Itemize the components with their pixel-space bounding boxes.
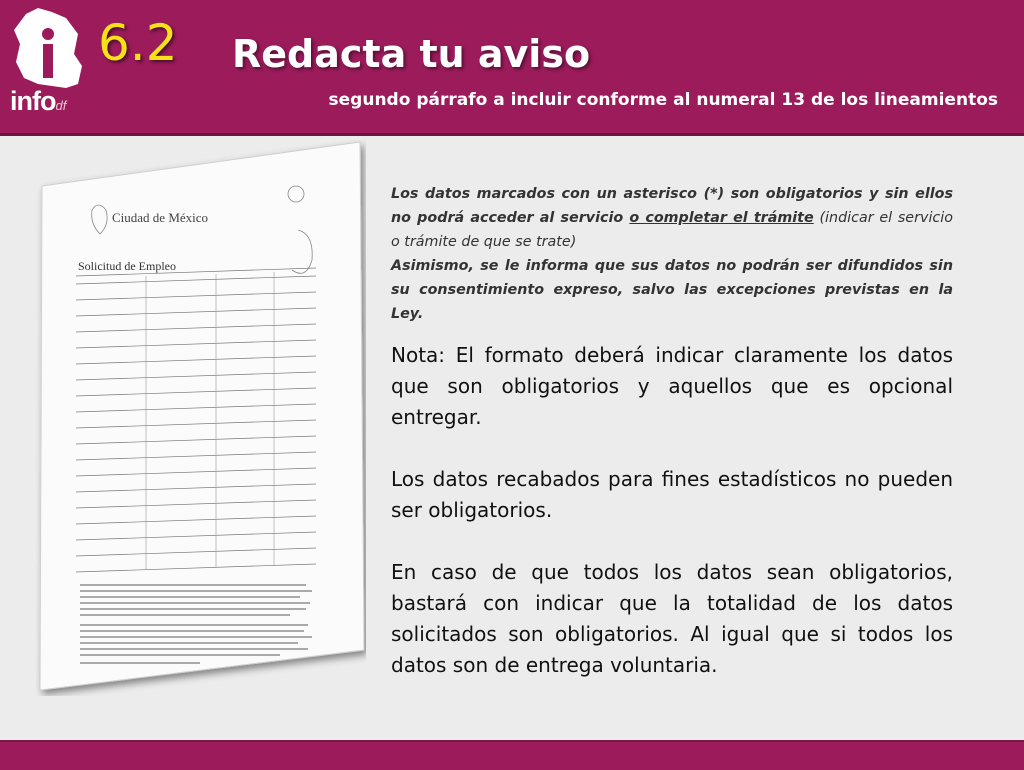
note-paragraph: Los datos recabados para fines estadísticos no pueden ser obligatorios. [391, 467, 953, 522]
notice-part-2: (indicar el servicio o trámite de que se trate) [391, 210, 953, 250]
notice-part-1: Los datos marcados con un asterisco (*) son obligatorios y sin ellos no podrá acceder al servicio [391, 186, 953, 226]
notice-underlined: o completar el trámite [629, 210, 814, 226]
notice-part-3: Asimismo, se le informa que sus datos no podrán ser difundidos sin su consentimiento expreso, salvo las excepciones previstas en la Ley. [391, 258, 953, 322]
form-document-illustration [36, 140, 366, 696]
logo-wordmark: infodf [10, 86, 67, 116]
note-paragraph: Nota: El formato deberá indicar claramente los datos que son obligatorios y aquellos que es opcional entregar. [391, 343, 953, 429]
form-document-image [36, 140, 366, 696]
form-title: Solicitud de Empleo [78, 259, 176, 273]
footer-bar [0, 740, 1024, 770]
section-number: 6.2 [98, 14, 178, 72]
page-subtitle: segundo párrafo a incluir conforme al numeral 13 de los lineamientos [328, 90, 998, 110]
form-logo-text: Ciudad de México [112, 210, 209, 225]
privacy-notice-text [391, 182, 953, 326]
header-bar [0, 0, 1024, 136]
page-title: Redacta tu aviso [232, 32, 591, 76]
note-paragraph: En caso de que todos los datos sean obligatorios, bastará con indicar que la totalidad de los datos solicitados son obligatorios. Al igual que si todos los datos son de entrega voluntaria. [391, 560, 953, 677]
notes-section [391, 340, 953, 712]
